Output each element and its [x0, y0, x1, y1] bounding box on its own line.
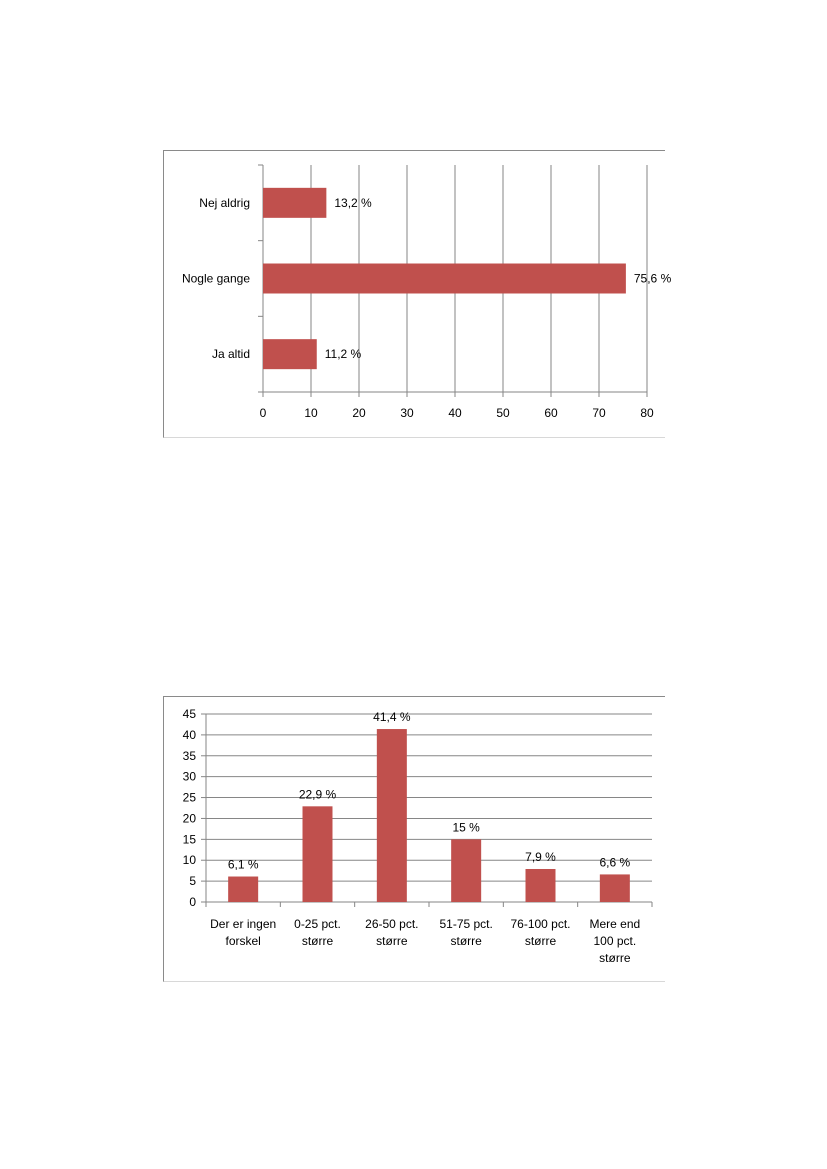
x-tick-label: 50 — [496, 406, 510, 420]
category-label: større — [524, 934, 557, 948]
category-label: Ja altid — [211, 347, 250, 362]
data-label: 6,1 % — [227, 857, 259, 872]
category-label: forskel — [225, 934, 261, 948]
y-tick-label: 45 — [182, 707, 196, 721]
y-tick-label: 40 — [182, 727, 196, 742]
category-label: Der er ingen — [210, 917, 277, 931]
bar — [303, 806, 333, 902]
y-tick-label: 25 — [182, 790, 196, 805]
bar — [600, 874, 630, 902]
data-label: 13,2 % — [334, 195, 372, 210]
data-label: 7,9 % — [525, 849, 556, 864]
bar — [263, 339, 317, 369]
category-label: 100 pct. — [593, 934, 637, 948]
chart-1-frame — [163, 150, 672, 438]
data-label: 41,4 % — [373, 710, 411, 725]
bar — [228, 877, 258, 902]
bar — [263, 264, 626, 294]
x-tick-label: 70 — [592, 406, 606, 420]
chart-1-horizontal-bar — [164, 151, 672, 439]
category-label: Mere end — [589, 917, 641, 931]
x-tick-label: 20 — [352, 406, 366, 420]
category-label: større — [376, 934, 408, 948]
x-tick-label: 40 — [448, 406, 462, 420]
data-label: 6,6 % — [599, 855, 631, 870]
y-tick-label: 30 — [182, 769, 196, 784]
data-label: 15 % — [452, 820, 480, 835]
x-tick-label: 60 — [544, 406, 558, 420]
data-label: 11,2 % — [324, 347, 362, 362]
x-tick-label: 30 — [400, 406, 414, 420]
y-tick-label: 20 — [182, 811, 196, 826]
bar — [526, 869, 556, 902]
data-label: 75,6 % — [633, 271, 672, 286]
category-label: Nej aldrig — [199, 195, 250, 210]
bar — [377, 729, 407, 902]
bar — [263, 188, 326, 218]
category-label: større — [450, 934, 482, 948]
data-label: 22,9 % — [298, 787, 337, 802]
y-tick-label: 35 — [182, 748, 196, 763]
x-tick-label: 10 — [304, 406, 318, 420]
chart-2-frame — [163, 696, 665, 982]
category-label: større — [599, 951, 631, 965]
y-tick-label: 10 — [182, 853, 196, 868]
category-label: 76-100 pct. — [510, 917, 571, 931]
x-tick-label: 80 — [640, 406, 654, 420]
x-tick-label: 0 — [259, 406, 267, 420]
y-tick-label: 0 — [189, 895, 196, 909]
category-label: 51-75 pct. — [439, 917, 493, 931]
bar — [451, 839, 481, 902]
category-label: større — [301, 934, 334, 948]
y-tick-label: 15 — [182, 832, 196, 847]
category-label: 0-25 pct. — [294, 917, 341, 931]
category-label: Nogle gange — [181, 271, 250, 286]
chart-2-vertical-bar — [164, 697, 666, 983]
category-label: 26-50 pct. — [365, 917, 419, 931]
y-tick-label: 5 — [189, 874, 196, 889]
